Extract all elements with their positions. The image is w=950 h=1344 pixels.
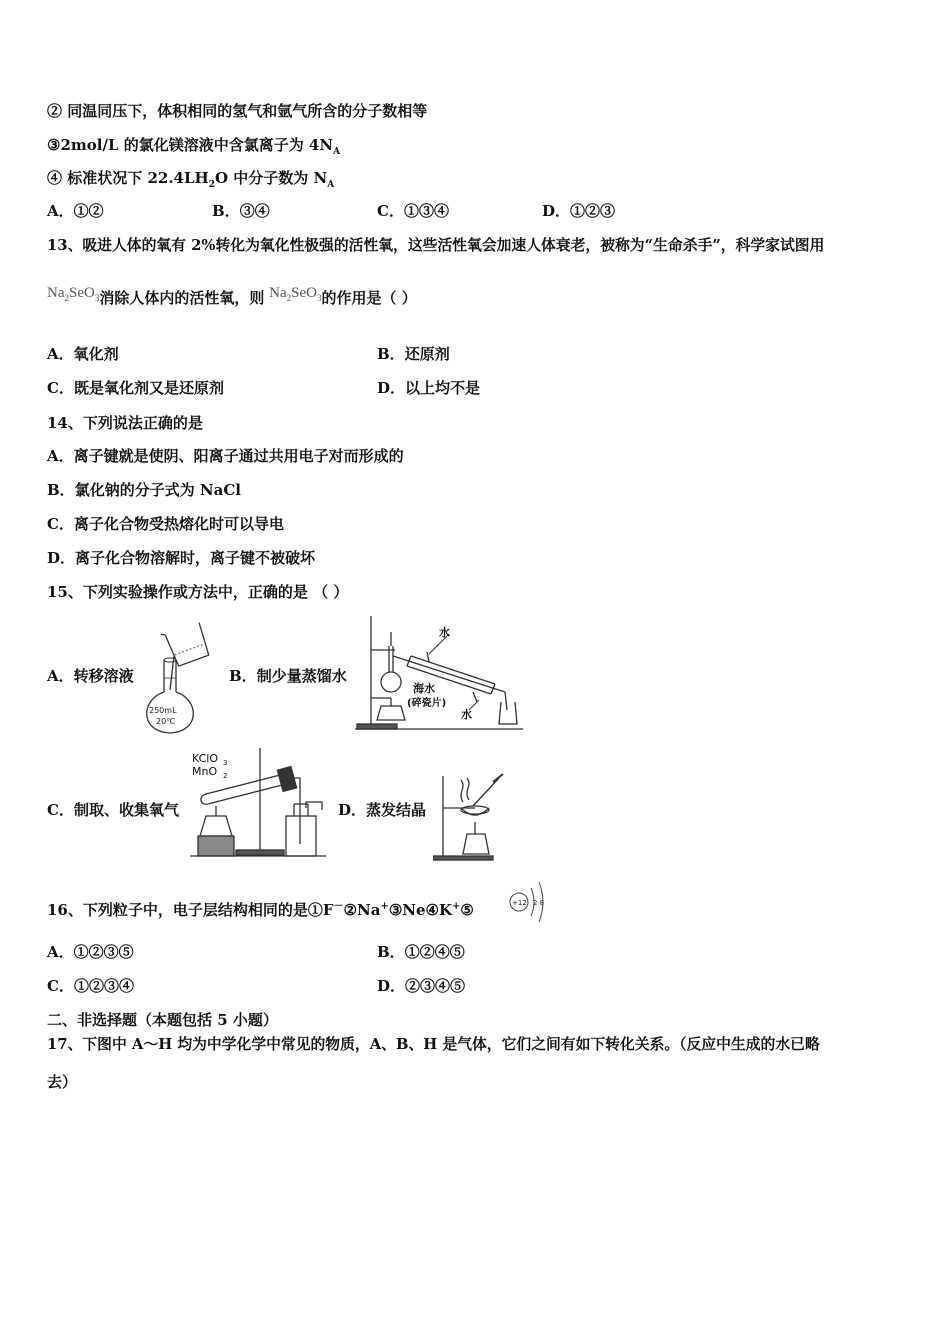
q16-option-d[interactable]: D．②③④⑤ <box>377 977 466 995</box>
q14-option-c[interactable]: C．离子化合物受热熔化时可以导电 <box>47 515 284 533</box>
q13-option-b[interactable]: B．还原剂 <box>377 345 450 363</box>
label-seawater: 海水 <box>413 682 435 695</box>
q13-option-c[interactable]: C．既是氧化剂又是还原剂 <box>47 379 224 397</box>
q16-option-b[interactable]: B．①②④⑤ <box>377 943 465 961</box>
q12-item-3: ③2mol/L 的氯化镁溶液中含氯离子为 $4N_A$ <box>47 136 341 157</box>
atom-nucleus-label: +12 <box>512 899 527 907</box>
q12-option-d[interactable]: D．①②③ <box>542 202 616 220</box>
q16-option-a[interactable]: A．①②③⑤ <box>47 943 134 961</box>
q13-stem: 13、吸进人体的氧有 2%转化为氧化性极强的活性氧，这些活性氧会加速人体衰老，被称为“生命杀手”，科学家试图用 <box>47 237 825 254</box>
q14-option-a[interactable]: A．离子键就是使阴、阳离子通过共用电子对而形成的 <box>47 447 404 465</box>
q17-stem-line2: 去） <box>47 1073 78 1091</box>
q13-stem-line2: $Na_2SeO_3$消除人体内的活性氧，则 $Na_2SeO_3$的作用是（ ） <box>47 285 417 307</box>
q12-option-a[interactable]: A．①② <box>47 202 104 220</box>
q14-option-b[interactable]: B．氯化钠的分子式为 NaCl <box>47 481 241 499</box>
formula-na2seo3-2: $Na_2SeO_3$ <box>269 285 322 303</box>
q15-option-c[interactable]: C．制取、收集氧气 <box>47 801 179 819</box>
q15-option-a[interactable]: A．转移溶液 <box>47 667 134 685</box>
q13-option-a[interactable]: A．氧化剂 <box>47 345 119 363</box>
label-water-in: 水 <box>439 626 450 639</box>
q12-item-2: ② 同温同压下，体积相同的氢气和氩气所含的分子数相等 <box>47 102 428 120</box>
q12-option-b[interactable]: B．③④ <box>212 202 270 220</box>
evaporation-figure <box>433 772 523 864</box>
oxygen-apparatus-figure <box>190 744 330 860</box>
label-mno2: MnO <box>192 765 218 778</box>
q15-option-b[interactable]: B．制少量蒸馏水 <box>229 667 347 685</box>
label-water-out: 水 <box>461 708 472 721</box>
q14-option-d[interactable]: D．离子化合物溶解时，离子键不被破坏 <box>47 549 316 567</box>
q15-option-d[interactable]: D．蒸发结晶 <box>338 801 427 819</box>
formula-na2seo3: $Na_2SeO_3$ <box>47 285 100 303</box>
q16-stem: 16、下列粒子中，电子层结构相同的是①F－②Na+③Ne④K+⑤ <box>47 901 474 919</box>
distillation-figure <box>355 612 525 732</box>
label-chips: (碎瓷片) <box>407 698 447 709</box>
volumetric-flask-figure <box>132 620 222 735</box>
q13-option-d[interactable]: D．以上均不是 <box>377 379 481 397</box>
q12-option-c[interactable]: C．①③④ <box>377 202 449 220</box>
q17-stem: 17、下图中 A～H 均为中学化学中常见的物质，A、B、H 是气体，它们之间有如下转化关系。（反应中生成的水已略 <box>47 1036 820 1053</box>
q16-option-c[interactable]: C．①②③④ <box>47 977 134 995</box>
q14-stem: 14、下列说法正确的是 <box>47 414 203 432</box>
svg-text:3: 3 <box>223 759 228 767</box>
q15-stem: 15、下列实验操作或方法中，正确的是 （ ） <box>47 583 349 601</box>
q12-item-4: ④ 标准状况下 $22.4LH_2O$ 中分子数为 $N_A$ <box>47 169 335 190</box>
section-heading-non-choice: 二、非选择题（本题包括 5 小题） <box>47 1011 278 1029</box>
atom-shells-label: 2 8 <box>533 899 545 907</box>
flask-label-temp: 20℃ <box>156 717 176 726</box>
label-kclo3: KClO <box>192 752 219 765</box>
svg-text:2: 2 <box>223 772 228 780</box>
mg-atom-structure-diagram <box>507 880 555 924</box>
flask-label-volume: 250mL <box>149 706 177 715</box>
